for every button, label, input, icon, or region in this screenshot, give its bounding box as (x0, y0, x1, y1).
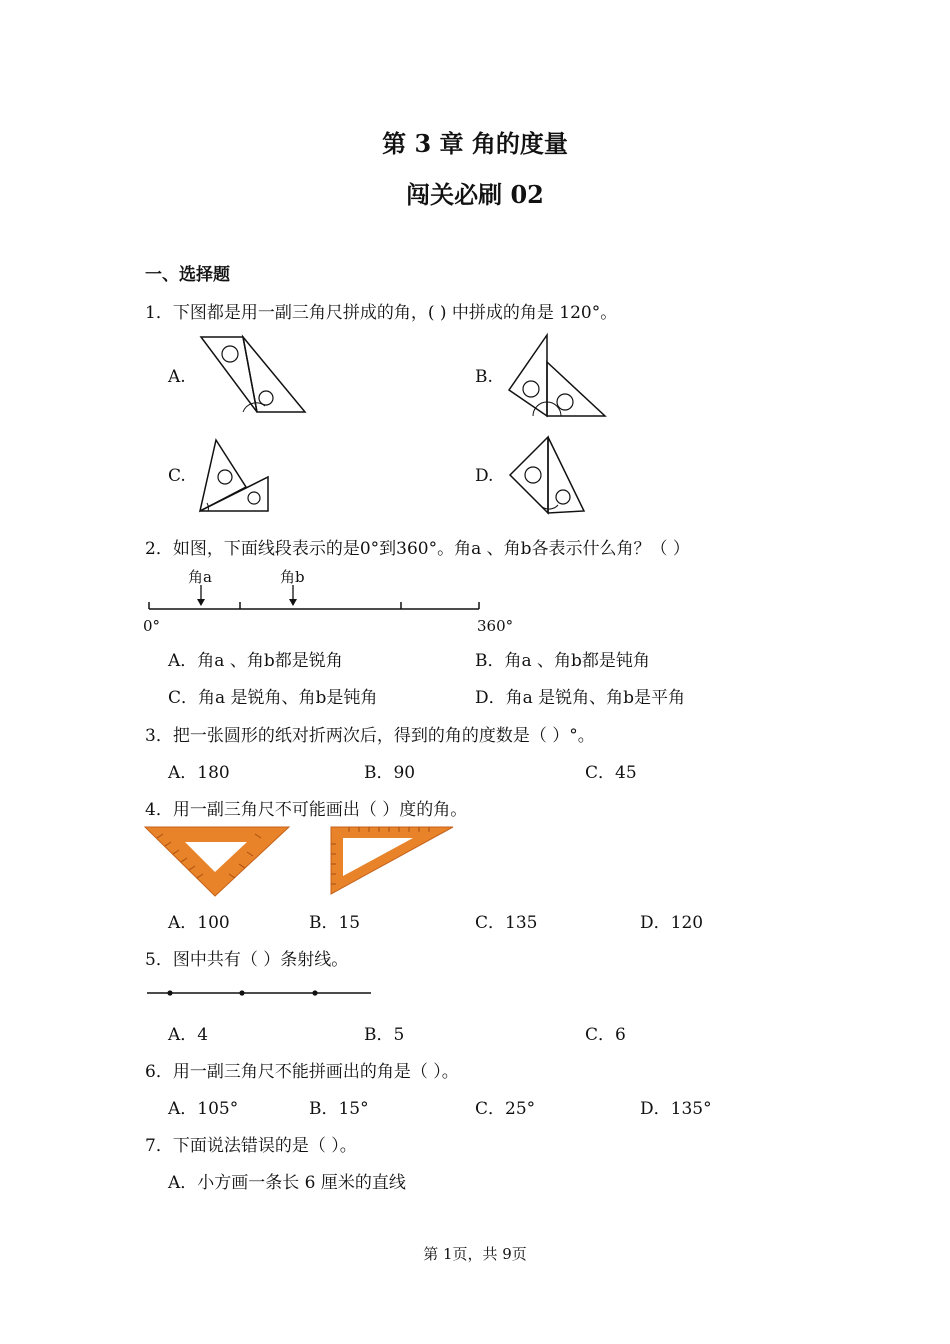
set-square-30-image (329, 824, 459, 898)
circle-mark (557, 394, 573, 410)
q1-option-a-label[interactable]: A. (168, 367, 186, 387)
question-6-text: 6．用一副三角尺不能拼画出的角是（ ）。 (145, 1062, 459, 1082)
q4-option-a[interactable]: A．100 (168, 913, 230, 933)
q6-option-c[interactable]: C．25° (475, 1099, 536, 1119)
triangle-shape (200, 440, 246, 511)
degree-number-line (145, 585, 485, 617)
q4-option-c[interactable]: C．135 (475, 913, 538, 933)
q6-option-d[interactable]: D．135° (640, 1099, 712, 1119)
circle-mark (218, 470, 232, 484)
point-2 (239, 990, 244, 995)
point-1 (167, 990, 172, 995)
triangle-shape (547, 362, 605, 416)
chapter-title: 第 3 章 角的度量 (382, 129, 568, 158)
q6-option-b[interactable]: B．15° (309, 1099, 369, 1119)
question-1-text: 1．下图都是用一副三角尺拼成的角，( ) 中拼成的角是 120°。 (145, 303, 618, 323)
page-subtitle: 闯关必刷 02 (406, 180, 544, 209)
q4-option-d[interactable]: D．120 (640, 913, 704, 933)
triangle-shape (509, 335, 547, 416)
triangle-shape (243, 337, 305, 412)
q1-figure-b (505, 332, 615, 422)
start-degree-label: 0° (143, 617, 161, 635)
q2-option-c[interactable]: C．角a 是锐角、角b是钝角 (168, 688, 378, 708)
question-4-text: 4．用一副三角尺不可能画出（ ）度的角。 (145, 800, 468, 820)
q1-option-b-label[interactable]: B. (475, 367, 493, 387)
question-7-text: 7．下面说法错误的是（ ）。 (145, 1136, 357, 1156)
q2-option-d[interactable]: D．角a 是锐角、角b是平角 (475, 688, 686, 708)
q3-option-a[interactable]: A．180 (168, 763, 230, 783)
q1-option-d-label[interactable]: D. (475, 466, 494, 486)
q4-option-b[interactable]: B．15 (309, 913, 361, 933)
q5-option-b[interactable]: B．5 (364, 1025, 405, 1045)
question-3-text: 3．把一张圆形的纸对折两次后，得到的角的度数是（ ）°。 (145, 726, 595, 746)
circle-mark (556, 490, 570, 504)
circle-mark (222, 346, 238, 362)
page-footer: 第 1页，共 9页 (423, 1245, 527, 1263)
q3-option-b[interactable]: B．90 (364, 763, 416, 783)
circle-mark (523, 381, 539, 397)
question-5-text: 5．图中共有（ ）条射线。 (145, 950, 349, 970)
q2-option-a[interactable]: A．角a 、角b都是锐角 (168, 651, 343, 671)
arrow-a-head (197, 599, 205, 606)
end-degree-label: 360° (477, 617, 514, 635)
angle-b-label: 角b (280, 568, 305, 586)
q1-option-c-label[interactable]: C. (168, 466, 186, 486)
q5-option-a[interactable]: A．4 (168, 1025, 209, 1045)
line-with-points-figure (145, 985, 375, 1001)
section-heading: 一、选择题 (145, 265, 230, 285)
set-square-45-image (143, 824, 293, 898)
q5-option-c[interactable]: C．6 (585, 1025, 626, 1045)
triangle-shape (548, 437, 584, 513)
arrow-b-head (289, 599, 297, 606)
angle-a-label: 角a (188, 568, 212, 586)
triangle-shape (510, 437, 548, 513)
point-3 (312, 990, 317, 995)
question-2-text: 2．如图，下面线段表示的是0°到360°。角a 、角b各表示什么角？（ ） (145, 539, 690, 559)
circle-mark (525, 467, 541, 483)
q1-figure-c (198, 435, 278, 515)
q7-option-a[interactable]: A．小方画一条长 6 厘米的直线 (168, 1173, 406, 1193)
q6-option-a[interactable]: A．105° (168, 1099, 239, 1119)
q3-option-c[interactable]: C．45 (585, 763, 637, 783)
circle-mark (259, 391, 273, 405)
q1-figure-a (195, 332, 315, 422)
q1-figure-d (508, 435, 588, 517)
triangle-shape (201, 337, 257, 412)
q2-option-b[interactable]: B．角a 、角b都是钝角 (475, 651, 650, 671)
circle-mark (248, 492, 260, 504)
